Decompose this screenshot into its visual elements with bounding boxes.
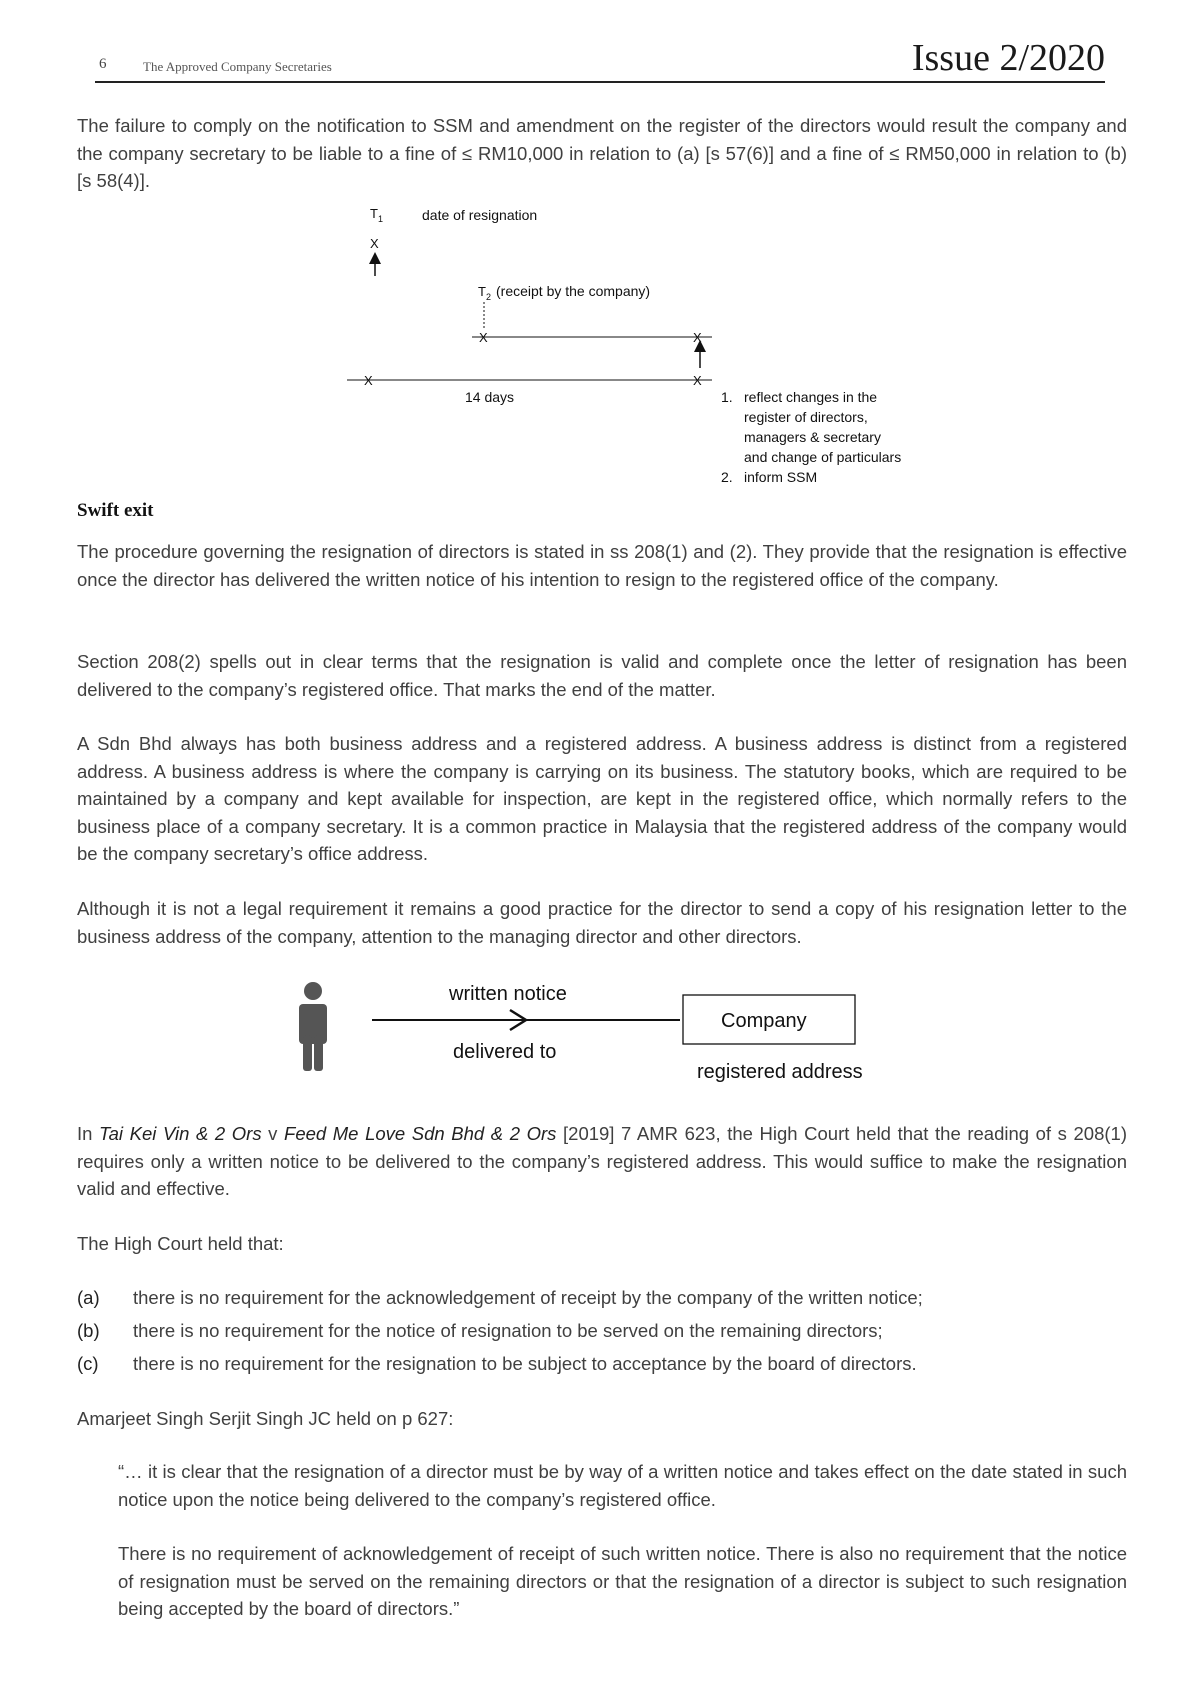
- list-item: (a) there is no requirement for the acknowledgement of receipt by the company of the written notice;: [77, 1287, 923, 1308]
- list-item: (c) there is no requirement for the resignation to be subject to acceptance by the board of directors.: [77, 1353, 917, 1374]
- t2-label: $T_2$: [478, 284, 491, 302]
- case-name-plaintiff: Tai Kei Vin & 2 Ors: [99, 1123, 262, 1144]
- list-item: (b) there is no requirement for the notice of resignation to be served on the remaining directors;: [77, 1320, 883, 1341]
- company-box-label: Company: [721, 1010, 807, 1032]
- deadline-cross-upper: X: [693, 330, 702, 345]
- held-list: [77, 1281, 1127, 1380]
- t1-description: date of resignation: [422, 207, 538, 223]
- paragraph-judge: Amarjeet Singh Serjit Singh JC held on p 627:: [77, 1408, 454, 1429]
- case-name-defendant: Feed Me Love Sdn Bhd & 2 Ors: [284, 1123, 557, 1144]
- t1-cross: X: [370, 236, 379, 251]
- step-2-line-1: inform SSM: [744, 469, 818, 485]
- step-2-number: 2.: [721, 469, 733, 485]
- paragraph-good-practice: Although it is not a legal requirement it remains a good practice for the director to send a copy of his resignation letter to the business address of the company, attention to the managing director and other directors.: [77, 898, 1127, 947]
- director-person-icon: [299, 982, 327, 1071]
- deadline-cross-lower: X: [693, 373, 702, 388]
- step-1-line-1: reflect changes in the: [744, 389, 878, 405]
- paragraph-procedure: The procedure governing the resignation of directors is stated in ss 208(1) and (2). They provide that the resignation is effective once the director has delivered the written notice of his intention to resign to the registered office of the company.: [77, 541, 1127, 590]
- step-1-line-2: register of directors,: [744, 409, 868, 425]
- t1-label: $T_1$: [370, 206, 383, 224]
- paragraph-penalty: The failure to comply on the notification to SSM and amendment on the register of the directors would result the company and the company secretary to be liable to a fine of ≤ RM10,000 in relation to (a) [s 57(6)] and a fine of ≤ RM50,000 in relation to (b) [s 58(4)].: [77, 115, 1127, 191]
- written-notice-label: written notice: [449, 983, 567, 1005]
- delivered-to-label: delivered to: [453, 1041, 557, 1063]
- issue-title: Issue 2/2020: [911, 37, 1105, 79]
- paragraph-addresses: A Sdn Bhd always has both business address and a registered address. A business address is distinct from a registered address. A business address is where the company is carrying on its business. The statutory books, which are required to be maintained by a company and kept available for inspection, are kept in the registered office, which normally refers to the business place of a company secretary. It is a common practice in Malaysia that the registered address of the company would be the company secretary’s office address.: [77, 733, 1127, 864]
- days-label: 14 days: [465, 389, 515, 405]
- t2-cross: X: [479, 330, 488, 345]
- t2-description: (receipt by the company): [496, 283, 651, 299]
- registered-address-label: registered address: [697, 1061, 863, 1083]
- step-1-number: 1.: [721, 389, 733, 405]
- step-1-line-3: managers & secretary: [744, 429, 881, 445]
- paragraph-high-court: The High Court held that:: [77, 1233, 284, 1254]
- written-notice-diagram: [0, 975, 1190, 1095]
- paragraph-case: In Tai Kei Vin & 2 Ors v Feed Me Love Sdn Bhd & 2 Ors [2019] 7 AMR 623, the High Court held that the reading of s 208(1) requires only a written notice to be delivered to the company’s registered address. This would suffice to make the resignation valid and effective.: [77, 1123, 1127, 1199]
- section-heading: Swift exit: [77, 500, 154, 521]
- page-number: 6: [99, 56, 107, 72]
- quote-paragraph-1: “… it is clear that the resignation of a director must be by way of a written notice and takes effect on the date stated in such notice upon the notice being delivered to the company’s registered office.: [118, 1461, 1127, 1510]
- start-cross: X: [364, 373, 373, 388]
- page-header: [95, 37, 1105, 82]
- header-rule: [95, 81, 1105, 83]
- publication-name: The Approved Company Secretaries: [143, 59, 332, 74]
- quote-paragraph-2: There is no requirement of acknowledgement of receipt of such written notice. There is also no requirement that the notice of resignation must be served on the remaining directors or that the resignation of a director is subject to such resignation being accepted by the board of directors.”: [118, 1543, 1127, 1619]
- resignation-timeline-diagram: [0, 200, 1190, 490]
- step-1-line-4: and change of particulars: [744, 449, 902, 465]
- paragraph-section-208: Section 208(2) spells out in clear terms that the resignation is valid and complete once the letter of resignation has been delivered to the company’s registered office. That marks the end of the matter.: [77, 651, 1127, 700]
